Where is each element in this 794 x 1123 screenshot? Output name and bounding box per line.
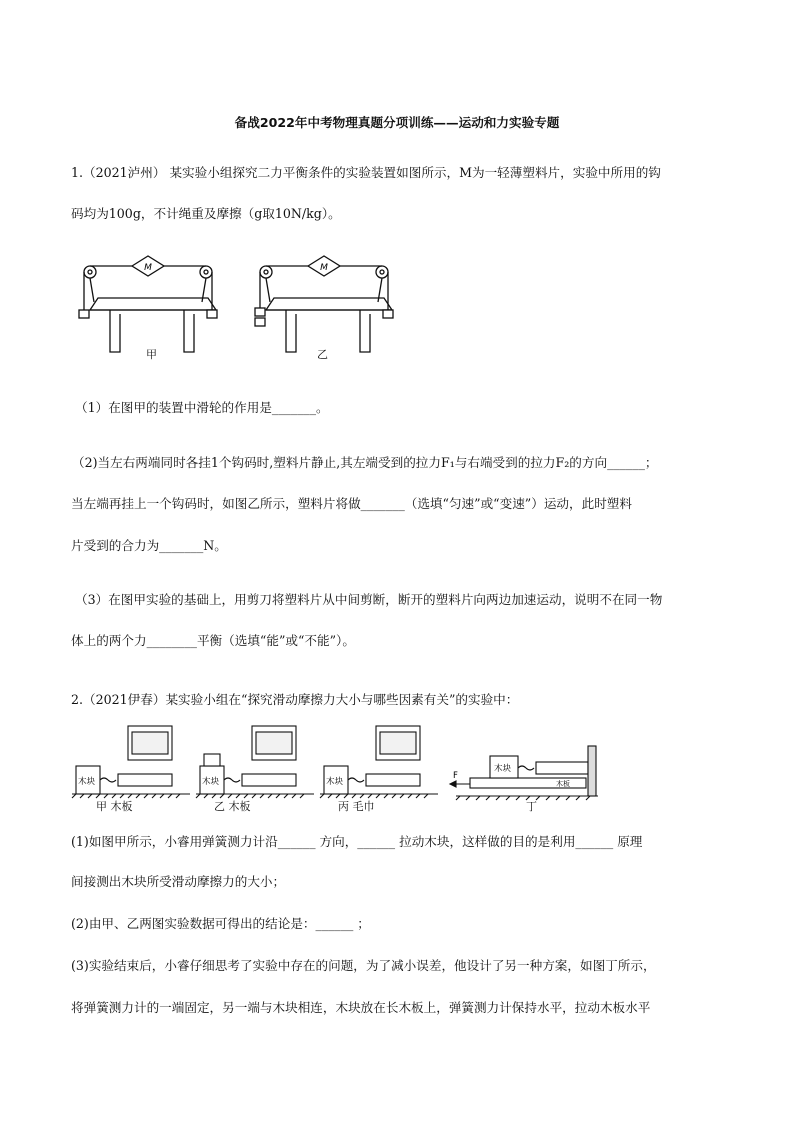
q2-caption-ding: 丁	[526, 800, 537, 813]
q2-sub1-line1: (1)如图甲所示，小睿用弹簧测力计沿______ 方向，______ 拉动木块，这样做的目的是利用______ 原理	[71, 834, 643, 849]
q2-board-label-ding: 木板	[556, 780, 570, 788]
q2-force-label: F	[453, 771, 458, 781]
q1-fig-caption-yi: 乙	[317, 348, 328, 361]
q2-figure-strip	[70, 716, 600, 816]
page-title: 备战2022年中考物理真题分项训练——运动和力实验专题	[234, 115, 560, 130]
q1-stem-line1: 1.（2021泸州） 某实验小组探究二力平衡条件的实验装置如图所示，M为一轻薄塑料片，实验中所用的钩	[71, 165, 661, 180]
q1-sub3-line1: （3）在图甲实验的基础上，用剪刀将塑料片从中间剪断，断开的塑料片向两边加速运动，说明不在同一物	[75, 592, 663, 607]
q1-sub3-line2: 体上的两个力________平衡（选填“能”或“不能”）。	[71, 633, 355, 648]
q2-sub2: (2)由甲、乙两图实验数据可得出的结论是：______ ；	[71, 916, 370, 931]
q1-mass-label-yi: M	[320, 263, 328, 273]
q2-caption-jia: 甲 木板	[96, 800, 133, 813]
q2-block-label-yi: 木块	[202, 777, 220, 787]
q2-stem: 2.（2021伊春）某实验小组在“探究滑动摩擦力大小与哪些因素有关”的实验中：	[71, 692, 519, 707]
q1-sub2-line1: （2)当左右两端同时各挂1个钩码时,塑料片静止,其左端受到的拉力F₁与右端受到的拉力F₂的方向______；	[72, 455, 658, 470]
q1-mass-label-jia: M	[144, 263, 152, 273]
q2-block-label-bing: 木块	[326, 777, 344, 787]
q2-sub3-line1: (3)实验结束后，小睿仔细思考了实验中存在的问题，为了减小误差，他设计了另一种方案，如图丁所示，	[71, 958, 656, 973]
q2-block-label-ding: 木块	[494, 764, 512, 774]
q2-sub3-line2: 将弹簧测力计的一端固定，另一端与木块相连，木块放在长木板上，弹簧测力计保持水平，拉动木板水平	[71, 1000, 651, 1015]
q1-sub2-line3: 片受到的合力为_______N。	[71, 538, 227, 553]
q2-caption-yi: 乙 木板	[214, 800, 251, 813]
q1-sub2-line2: 当左端再挂上一个钩码时，如图乙所示，塑料片将做_______（选填“匀速”或“变速”）运动，此时塑料	[71, 496, 632, 511]
q2-caption-bing: 丙 毛巾	[338, 800, 375, 813]
q1-sub1: （1）在图甲的装置中滑轮的作用是_______。	[75, 400, 329, 415]
q1-fig-caption-jia: 甲	[146, 348, 157, 361]
q2-sub1-line2: 间接测出木块所受滑动摩擦力的大小；	[71, 874, 286, 889]
q1-stem-line2: 码均为100g，不计绳重及摩擦（g取10N/kg）。	[71, 206, 341, 221]
q2-block-label-jia: 木块	[78, 777, 96, 787]
